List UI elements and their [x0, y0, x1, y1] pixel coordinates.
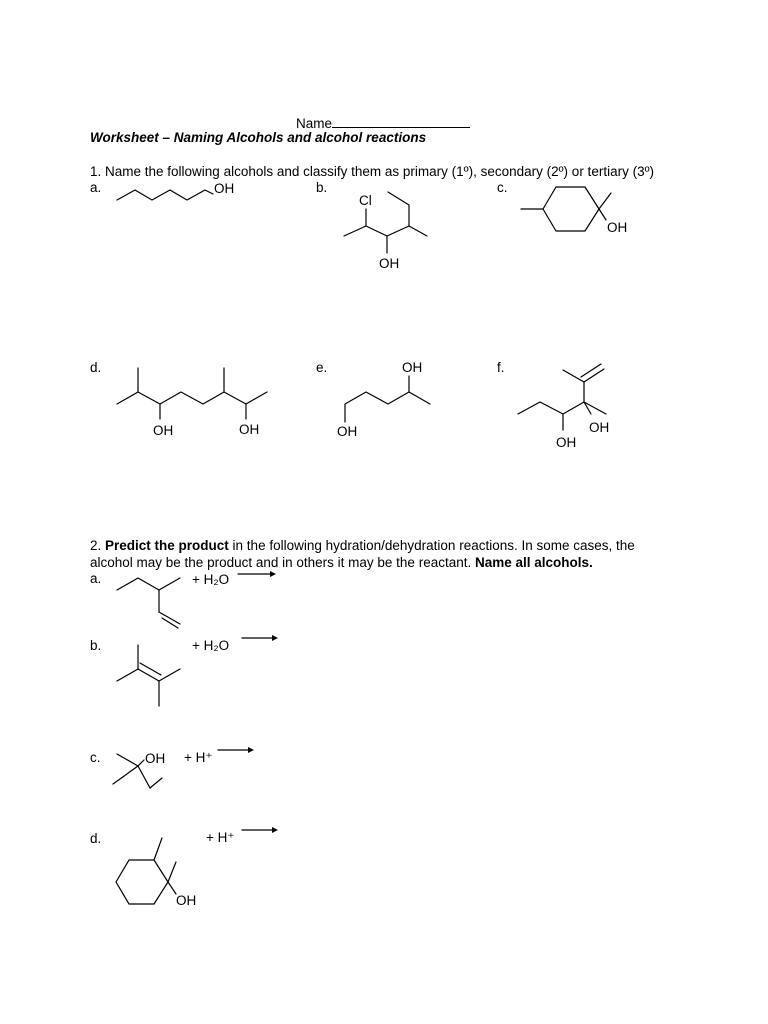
oh-label: OH: [239, 422, 260, 437]
structure-1e: [337, 360, 430, 439]
q1-label-d: d.: [90, 360, 102, 375]
q2-bold-predict: Predict the product: [105, 538, 229, 553]
q2d-reagent: + H⁺: [206, 830, 235, 845]
q2-label-d: d.: [90, 831, 102, 846]
structure-1c: [521, 187, 627, 235]
q2-label-c: c.: [90, 750, 101, 765]
reaction-arrow-2b: [242, 635, 278, 641]
structure-1d: [117, 368, 267, 438]
oh-label: OH: [337, 424, 358, 439]
oh-label: OH: [379, 256, 400, 271]
q1-prompt: 1. Name the following alcohols and classify them as primary (1º), secondary (2º) or tertiary (3º): [90, 164, 655, 179]
q1-label-c: c.: [497, 180, 508, 195]
structure-1b: [344, 192, 427, 271]
q1-label-f: f.: [497, 360, 505, 375]
q2b-reagent: + H₂O: [192, 638, 230, 653]
structure-1f: [518, 364, 609, 450]
q2-bold-name-all: Name all alcohols.: [475, 555, 593, 570]
q1-label-e: e.: [316, 360, 328, 375]
structure-1a: [117, 181, 234, 200]
q2-label-a: a.: [90, 571, 102, 586]
cl-label: Cl: [359, 193, 372, 208]
oh-label: OH: [589, 420, 610, 435]
structure-2d: [116, 838, 196, 908]
q2-number: 2.: [90, 538, 102, 553]
structure-2c: [113, 751, 165, 788]
q2c-reagent: + H⁺: [184, 750, 213, 765]
oh-label: OH: [176, 893, 197, 908]
oh-label: OH: [214, 181, 235, 196]
reaction-arrow-2a: [238, 571, 276, 577]
q1-label-b: b.: [316, 180, 328, 195]
q2-text-2: alcohol may be the product and in others it may be the reactant.: [90, 555, 472, 570]
oh-label: OH: [607, 220, 628, 235]
q2-text-1: in the following hydration/dehydration reactions. In some cases, the: [228, 538, 635, 553]
reaction-arrow-2c: [218, 747, 254, 753]
oh-label: OH: [556, 435, 577, 450]
oh-label: OH: [153, 423, 174, 438]
name-label: Name: [296, 116, 333, 131]
oh-label: OH: [145, 751, 166, 766]
q2-label-b: b.: [90, 638, 102, 653]
structure-2a: [117, 578, 180, 628]
oh-label: OH: [402, 360, 423, 375]
q1-label-a: a.: [90, 180, 102, 195]
structure-2b: [117, 645, 180, 706]
reaction-arrow-2d: [242, 827, 278, 833]
worksheet-title: Worksheet – Naming Alcohols and alcohol reactions: [90, 130, 427, 145]
q2a-reagent: + H₂O: [192, 572, 230, 587]
